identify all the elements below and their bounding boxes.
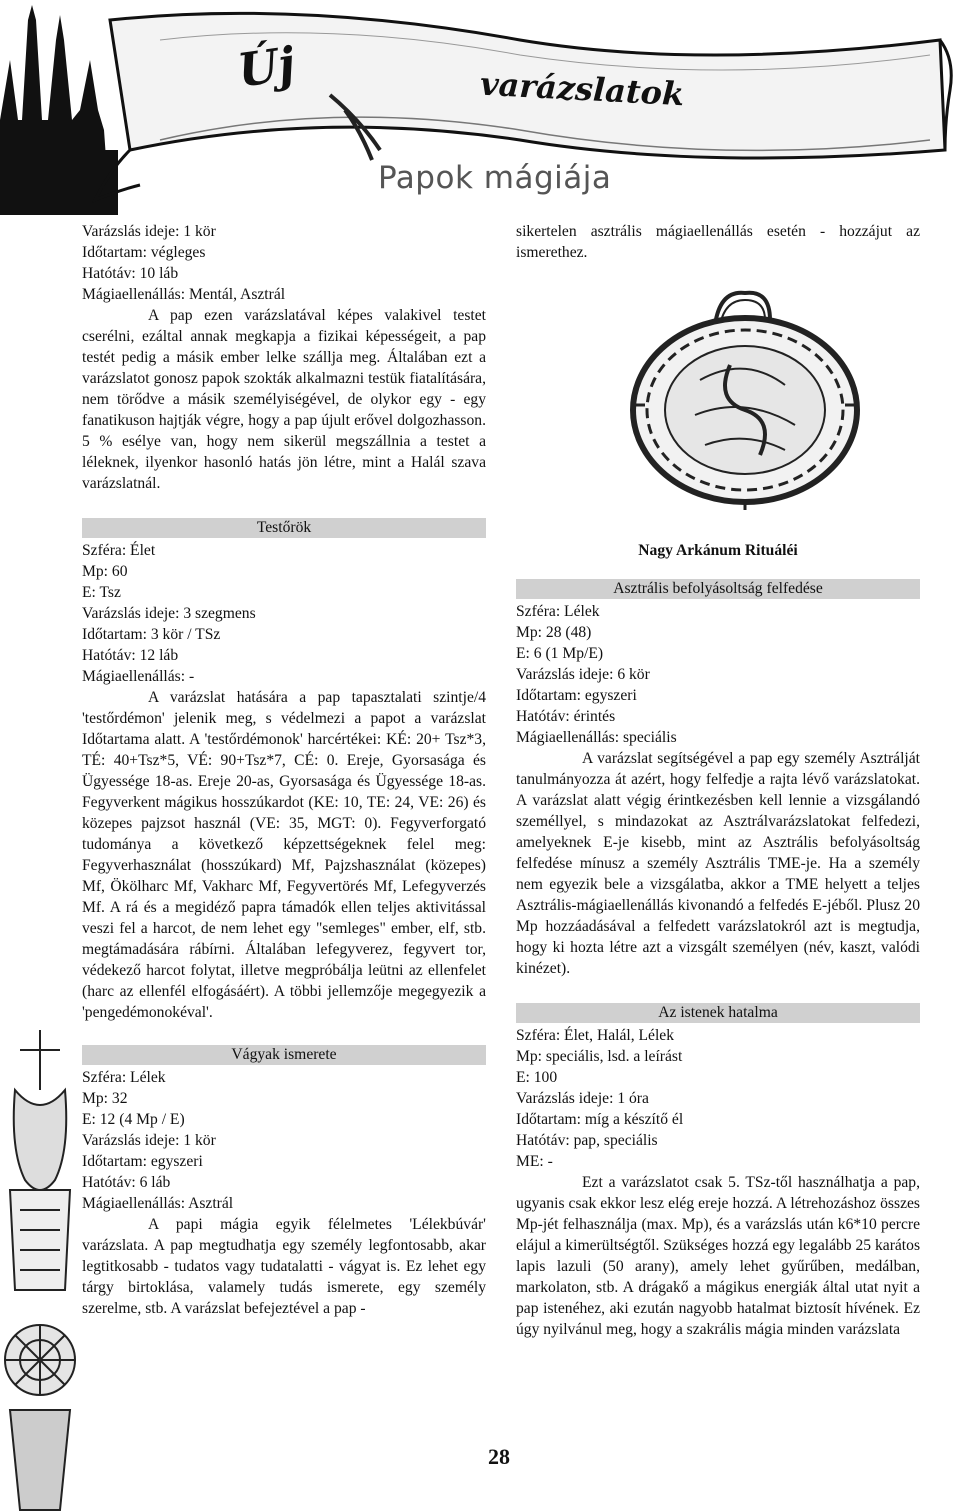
section-title: Testőrök: [82, 518, 486, 538]
stat-line: Mp: 60: [82, 563, 128, 580]
page-title: Papok mágiája: [378, 160, 612, 196]
stat-line: Varázslás ideje: 1 óra: [516, 1090, 649, 1107]
stat-line: E: 100: [516, 1069, 558, 1086]
stat-line: Hatótáv: érintés: [516, 708, 616, 725]
stat-line: Szféra: Lélek: [516, 603, 600, 620]
stat-line: Varázslás ideje: 6 kör: [516, 666, 650, 683]
section-title: Asztrális befolyásoltság felfedése: [516, 579, 920, 599]
stat-line: Időtartam: egyszeri: [516, 687, 637, 704]
right-column: [516, 221, 920, 1340]
stat-line: Szféra: Lélek: [82, 1069, 166, 1086]
stat-line: Mágiaellenállás: speciális: [516, 729, 677, 746]
continuation-paragraph: sikertelen asztrális mágiaellenállás esetén - hozzájut az ismerethez.: [516, 223, 920, 261]
intro-stats: [82, 221, 486, 305]
stat-line: Szféra: Élet, Halál, Lélek: [516, 1027, 675, 1044]
stat-line: Hatótáv: 6 láb: [82, 1174, 171, 1191]
stat-line: Hatótáv: 12 láb: [82, 647, 179, 664]
section-body: Ezt a varázslatot csak 5. TSz-től használhatja a pap, ugyanis csak ekkor lesz elég ereje hozzá. A létrehozáshoz összes Mp-jét felhasználja (max. Mp), és a varázslás után k6*10 percre elájul a kimerültségtől. Szükséges hozzá egy legalább 25 karátos lapis lazuli (50 arany), amely lehet gyűrűben, medálban, markolaton, stb. A drágakő a mágikus energiák által utat nyit a pap istenéhez, aki ezután nagyobb hatalmat biztosít hívének. Ez úgy nyilvánul meg, hogy a szakrális mágia minden varázslata: [516, 1174, 921, 1338]
header-banner: [0, 0, 960, 215]
logo-uj-text: Új: [234, 36, 299, 98]
section-istenek: [516, 1003, 920, 1340]
stat-line: Időtartam: egyszeri: [82, 1153, 203, 1170]
stat-line: Varázslás ideje: 3 szegmens: [82, 605, 256, 622]
stat-line: Mp: speciális, lsd. a leírást: [516, 1048, 683, 1065]
section-vagyak: [82, 1045, 486, 1319]
stat-line: Varázslás ideje: 1 kör: [82, 1132, 216, 1149]
stat-line: Időtartam: míg a készítő él: [516, 1111, 684, 1128]
logo-varazslatok-text: varázslatok: [479, 64, 686, 114]
stat-line: E: 12 (4 Mp / E): [82, 1111, 185, 1128]
stat-line: E: 6 (1 Mp/E): [516, 645, 604, 662]
stat-line: E: Tsz: [82, 584, 121, 601]
section-heading-nagy-arkanum: Nagy Arkánum Rituáléi: [638, 542, 798, 559]
stat-line: Mp: 28 (48): [516, 624, 592, 641]
stat-line: Mágiaellenállás: Mentál, Asztrál: [82, 286, 286, 303]
left-column: [82, 221, 486, 1319]
stat-line: Szféra: Élet: [82, 542, 156, 559]
section-body: A papi mágia egyik félelmetes 'Lélekbúvár' varázslata. A pap megtudhatja egy személy legfontosabb, akar legtitkosabb - tudatos vagy tudatalatti - vágyat is. Ez lehet egy tárgy birtoklása, valamely tudás ismerete, egy személy szerelme, stb. A varázslat befejeztével a pap -: [82, 1216, 486, 1317]
stat-line: Varázslás ideje: 1 kör: [82, 223, 216, 240]
section-testorok: [82, 518, 486, 1023]
illustration-spacer: [516, 263, 920, 541]
stat-line: Időtartam: végleges: [82, 244, 206, 261]
page-number: 28: [488, 1444, 510, 1469]
section-title: Az istenek hatalma: [516, 1003, 920, 1023]
section-body: A varázslat segítségével a pap egy személy Asztrálját tanulmányozza át azért, hogy felfedje a rajta lévő varázslatokat. A varázslat alatt végig érintkezésben kell lennie a vizsgálandó személlyel, s mindazokat az Asztrálvarázslatokat felfedezi, amelyeknek E-je kisebb, mint az Asztrális befolyásoltság felfedése mínusz a személy Asztrális TME-je. Ha a személy nem egyezik bele a vizsgálatba, akkor a TME helyett a teljes Asztrális-mágiaellenállás kivonandó a felfedés E-jéből. Plusz 20 Mp hozzáadásával a felfedett varázslatokról azt is megtudja, hogy ki hozta létre azt a vizsgált személyen (név, kaszt, valódi kinézet).: [516, 750, 920, 977]
stat-line: Időtartam: 3 kör / TSz: [82, 626, 221, 643]
stat-line: Mágiaellenállás: Asztrál: [82, 1195, 234, 1212]
stat-line: Mágiaellenállás: -: [82, 668, 195, 685]
stat-line: Hatótáv: 10 láb: [82, 265, 179, 282]
side-ornament-illustration: [0, 1030, 80, 1511]
section-body: A varázslat hatására a pap tapasztalati szintje/4 'testőrdémon' jelenik meg, s védelmezi a papot a varázslat Időtartama alatt. A 'testőrdémonok' harcértékei: KÉ: 20+ Tsz*3, TÉ: 40+Tsz*5, VÉ: 90+Tsz*7, CÉ: 0. Ereje, Gyorsasága és Ügyessége 18-as. Ereje 20-as, Gyorsasága és Ügyessége 18-as. Fegyverkent mágikus hosszúkardot (KE: 10, TE: 24, VE: 26) és közepes pajzsot használ (VE: 35, MGT: 0). Fegyverforgató tudománya a következő képzettségeknek felel meg: Fegyverhasználat (hosszúkard) Mf, Pajzshasználat (közepes) Mf, Ökölharc Mf, Vakharc Mf, Fegyvertörés Mf, Lefegyverzés Mf. A rá és a megidéző papra támadók ellen teljes aktivitással veszi fel a harcot, de nem lehet egy "semleges" ember, elf, stb. megtámadására rábírni. Általában lefegyverez, fegyvert tor, védekező harcot folytat, illetve megpróbálja leütni az ellenfelet (harc az ellenfél elfogásáért). A többi jellemzője megegyezik a 'pengedémonokéval'.: [82, 689, 486, 1021]
section-title: Vágyak ismerete: [82, 1045, 486, 1065]
stat-line: Mp: 32: [82, 1090, 128, 1107]
intro-paragraph: A pap ezen varázslatával képes valakivel testet cserélni, ezáltal annak megkapja a fizikai képességeit, a pap testét pedig a másik ember lelke szállja meg. Általában ezt a varázslatot gonosz papok szokták alkalmazni testük fiatalítására, nem törődve a másik személyiségével, de olykor egy - egy fanatikuson hajtják végre, hogy a pap újult erővel dolgozhasson. 5 % esélye van, hogy nem sikerül megszállnia a testet a léleknek, ilyenkor hasonló hatás jön létre, mint a Halál szava varázslatnál.: [82, 307, 486, 492]
section-asztralis: [516, 579, 920, 979]
stat-line: Hatótáv: pap, speciális: [516, 1132, 658, 1149]
stat-line: ME: -: [516, 1153, 553, 1170]
